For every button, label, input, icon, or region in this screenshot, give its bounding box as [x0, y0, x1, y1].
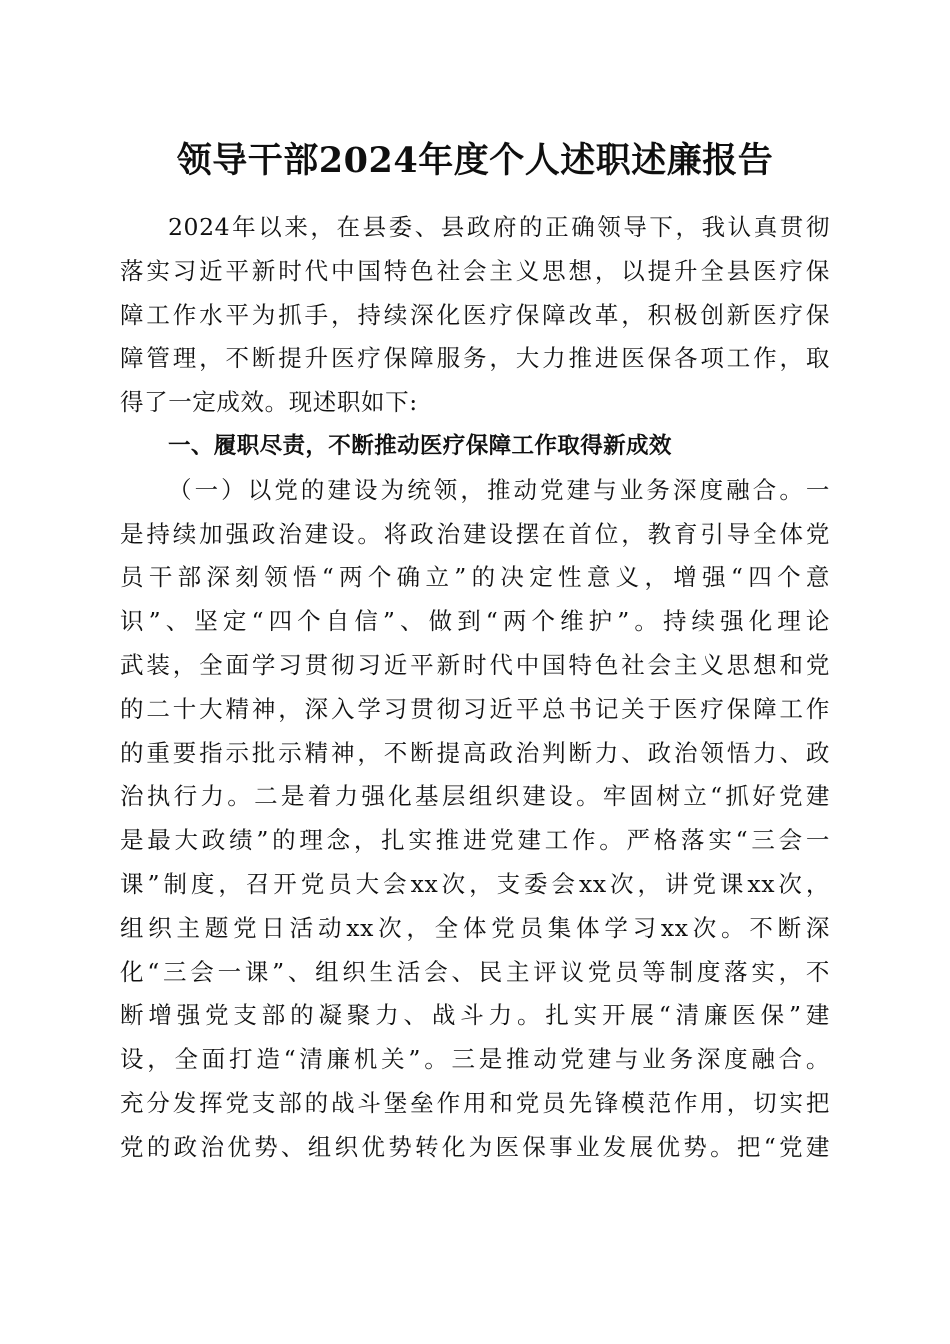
- body-line-11: 武装，全面学习贯彻习近平新时代中国特色社会主义思想和党: [120, 650, 830, 679]
- body-line-8: 是持续加强政治建设。将政治建设摆在首位，教育引导全体党: [120, 519, 830, 548]
- body-line-1: 2024年以来，在县委、县政府的正确领导下，我认真贯彻: [168, 213, 830, 241]
- body-line-2: 落实习近平新时代中国特色社会主义思想，以提升全县医疗保: [120, 256, 830, 285]
- document-body: [120, 206, 830, 1170]
- body-line-9: 员干部深刻领悟“两个确立”的决定性意义，增强“四个意: [120, 563, 830, 592]
- body-line-15: 是最大政绩”的理念，扎实推进党建工作。严格落实“三会一: [120, 826, 830, 855]
- body-line-19: 断增强党支部的凝聚力、战斗力。扎实开展“清廉医保”建: [120, 1001, 830, 1030]
- body-line-3: 障工作水平为抓手，持续深化医疗保障改革，积极创新医疗保: [120, 300, 830, 329]
- body-line-21: 充分发挥党支部的战斗堡垒作用和党员先锋模范作用，切实把: [120, 1088, 830, 1117]
- body-line-14: 治执行力。二是着力强化基层组织建设。牢固树立“抓好党建: [120, 782, 830, 811]
- section-heading-1: 一、履职尽责，不断推动医疗保障工作取得新成效: [168, 432, 672, 459]
- body-line-10: 识”、坚定“四个自信”、做到“两个维护”。持续强化理论: [120, 607, 830, 636]
- body-line-4: 障管理，不断提升医疗保障服务，大力推进医保各项工作，取: [120, 344, 830, 373]
- body-line-17: 组织主题党日活动xx次，全体党员集体学习xx次。不断深: [120, 913, 830, 942]
- body-line-16: 课”制度，召开党员大会xx次，支委会xx次，讲党课xx次，: [120, 869, 830, 898]
- body-line-12: 的二十大精神，深入学习贯彻习近平总书记关于医疗保障工作: [120, 694, 830, 723]
- document-title: 领导干部2024年度个人述职述廉报告: [176, 140, 774, 181]
- body-line-22: 党的政治优势、组织优势转化为医保事业发展优势。把“党建: [120, 1132, 830, 1161]
- body-line-7: （一）以党的建设为统领，推动党建与业务深度融合。一: [168, 475, 830, 504]
- body-line-13: 的重要指示批示精神，不断提高政治判断力、政治领悟力、政: [120, 738, 830, 767]
- body-line-20: 设，全面打造“清廉机关”。三是推动党建与业务深度融合。: [120, 1045, 830, 1074]
- body-line-18: 化“三会一课”、组织生活会、民主评议党员等制度落实，不: [120, 957, 830, 986]
- body-line-5: 得了一定成效。现述职如下:: [120, 388, 418, 417]
